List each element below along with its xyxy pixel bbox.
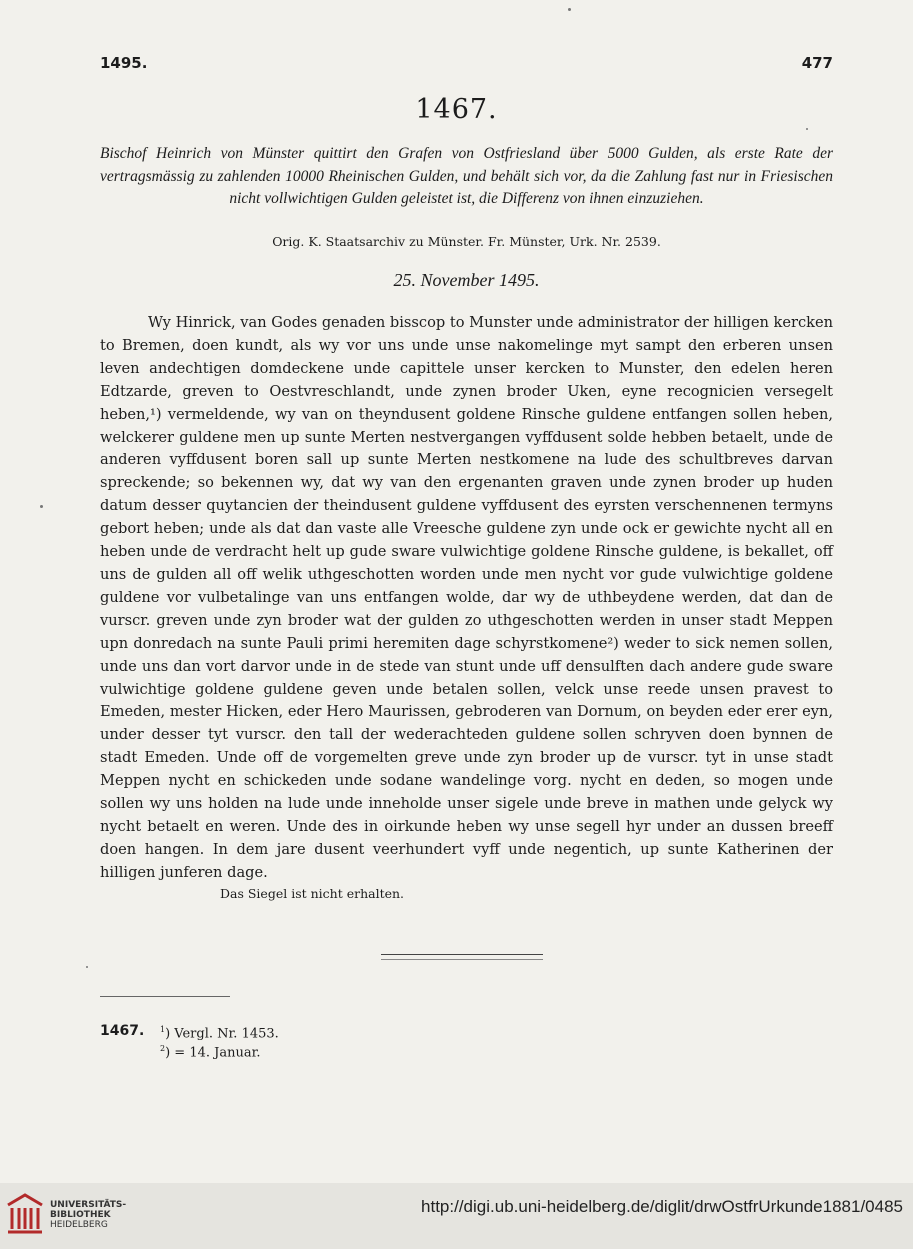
footnote-text: ) Vergl. Nr. 1453. <box>165 1026 279 1042</box>
footnote-mark: 1 <box>160 1025 166 1034</box>
university-library-logo-icon <box>6 1191 44 1235</box>
running-header <box>100 54 833 78</box>
document-number: 1467. <box>415 94 498 125</box>
paper-speck <box>568 8 571 11</box>
library-name: UNIVERSITÄTS- BIBLIOTHEK HEIDELBERG <box>50 1200 127 1230</box>
page-number: 477 <box>801 54 833 72</box>
footnote-rule <box>100 996 230 997</box>
regest-summary: Bischof Heinrich von Münster quittirt den Grafen von Ostfriesland über 5000 Gulden, als erste Rate der vertragsmässig zu zahlenden 10000 Rheinischen Gulden, und behält sich vor, da die Zahlung fast nur in Friesischen nicht vollwichtigen Gulden geleistet ist, die Differenz von ihnen einzuziehen. <box>100 145 833 207</box>
header-year: 1495. <box>100 54 148 72</box>
permalink-url[interactable]: http://digi.ub.uni-heidelberg.de/diglit/drwOstfrUrkunde1881/0485 <box>421 1197 903 1216</box>
footnote-document-label: 1467. <box>100 1023 145 1039</box>
viewer-footer <box>0 1183 913 1249</box>
charter-text: Wy Hinrick, van Godes genaden bisscop to Munster unde administrator der hilligen kercken to Bremen, doen kundt, als wy vor uns unde unse nakomelinge myt sampt den erberen unsen leven andechtigen domdeckene unde capittele unser kercken to Munster, den edelen heren Edtzarde, greven to Oestvreschlandt, unde zynen broder Uken, eyne recognicien versegelt heben,¹) vermeldende, wy van on theyndusent goldene Rinsche guldene entfangen sollen heben, welckerer guldene men up sunte Merten nestvergangen vyffdusent solde hebben betaelt, unde de anderen vyffdusent boren sall up sunte Merten nestkomene na lude des schultbreves darvan spreckende; so bekennen wy, dat wy van den ergenanten graven unde zynen broder up huden datum desser quytancien der theindusent guldene vyffdusent des eyrsten verschennenen termyns gebort heben; unde als dat dan vaste alle Vreesche guldene zyn unde ock er gewichte nycht all en heben unde de verdracht helt up gude sware vulwichtige goldene Rinsche guldene, is bekallet, off uns de gulden all off welik uthgeschotten worden unde men nycht vor gude vulwichtige goldene guldene vor vulbetalinge van uns entfangen wolde, dar wy de uthbeydene werden, dat dan de vurscr. greven unde zyn broder wat der gulden zo uthgeschotten werden in unser stadt Meppen upn donredach na sunte Pauli primi heremiten dage schyrstkomene²) weder to sick nemen sollen, unde uns dan vort darvor unde in de stede van stunt unde uff densulften dach andere gude sware vulwichtige goldene guldene geven unde betalen sollen, velck unse reede unsen pravest to Emeden, mester Hicken, eder Hero Maurissen, gebroderen van Dornum, on beyden eder erer eyn, under desser tyt vurscr. den tall der wederachteden guldene sollen schryven doen bynnen de stadt Emeden. Unde off de vorgemelten greve unde zyn broder up de vurscr. tyt in unse stadt Meppen nycht en schickeden unde sodane wandelinge vorg. nycht en deden, so mogen unde sollen wy uns holden na lude unde inneholde unser sigele unde breve in mathen unde gelyck wy nycht betaelt en weren. Unde des in oirkunde heben wy unse segell hyr under an dussen breeff doen hangen. In dem jare dusent veerhundert vyff unde negentich, up sunte Katherinen der hilligen junferen dage. <box>100 314 834 881</box>
footnote-text: ) = 14. Januar. <box>165 1045 261 1061</box>
source-citation: Orig. K. Staatsarchiv zu Münster. Fr. Münster, Urk. Nr. 2539. <box>272 234 661 249</box>
footnote-2 <box>160 1044 261 1060</box>
section-separator <box>381 954 543 960</box>
paper-speck <box>806 128 808 130</box>
paper-speck <box>40 505 43 508</box>
footnote-mark: 2 <box>160 1044 166 1053</box>
footnote-1 <box>160 1025 279 1041</box>
seal-note: Das Siegel ist nicht erhalten. <box>220 886 405 901</box>
document-date: 25. November 1495. <box>393 270 540 290</box>
paper-speck <box>86 966 88 968</box>
